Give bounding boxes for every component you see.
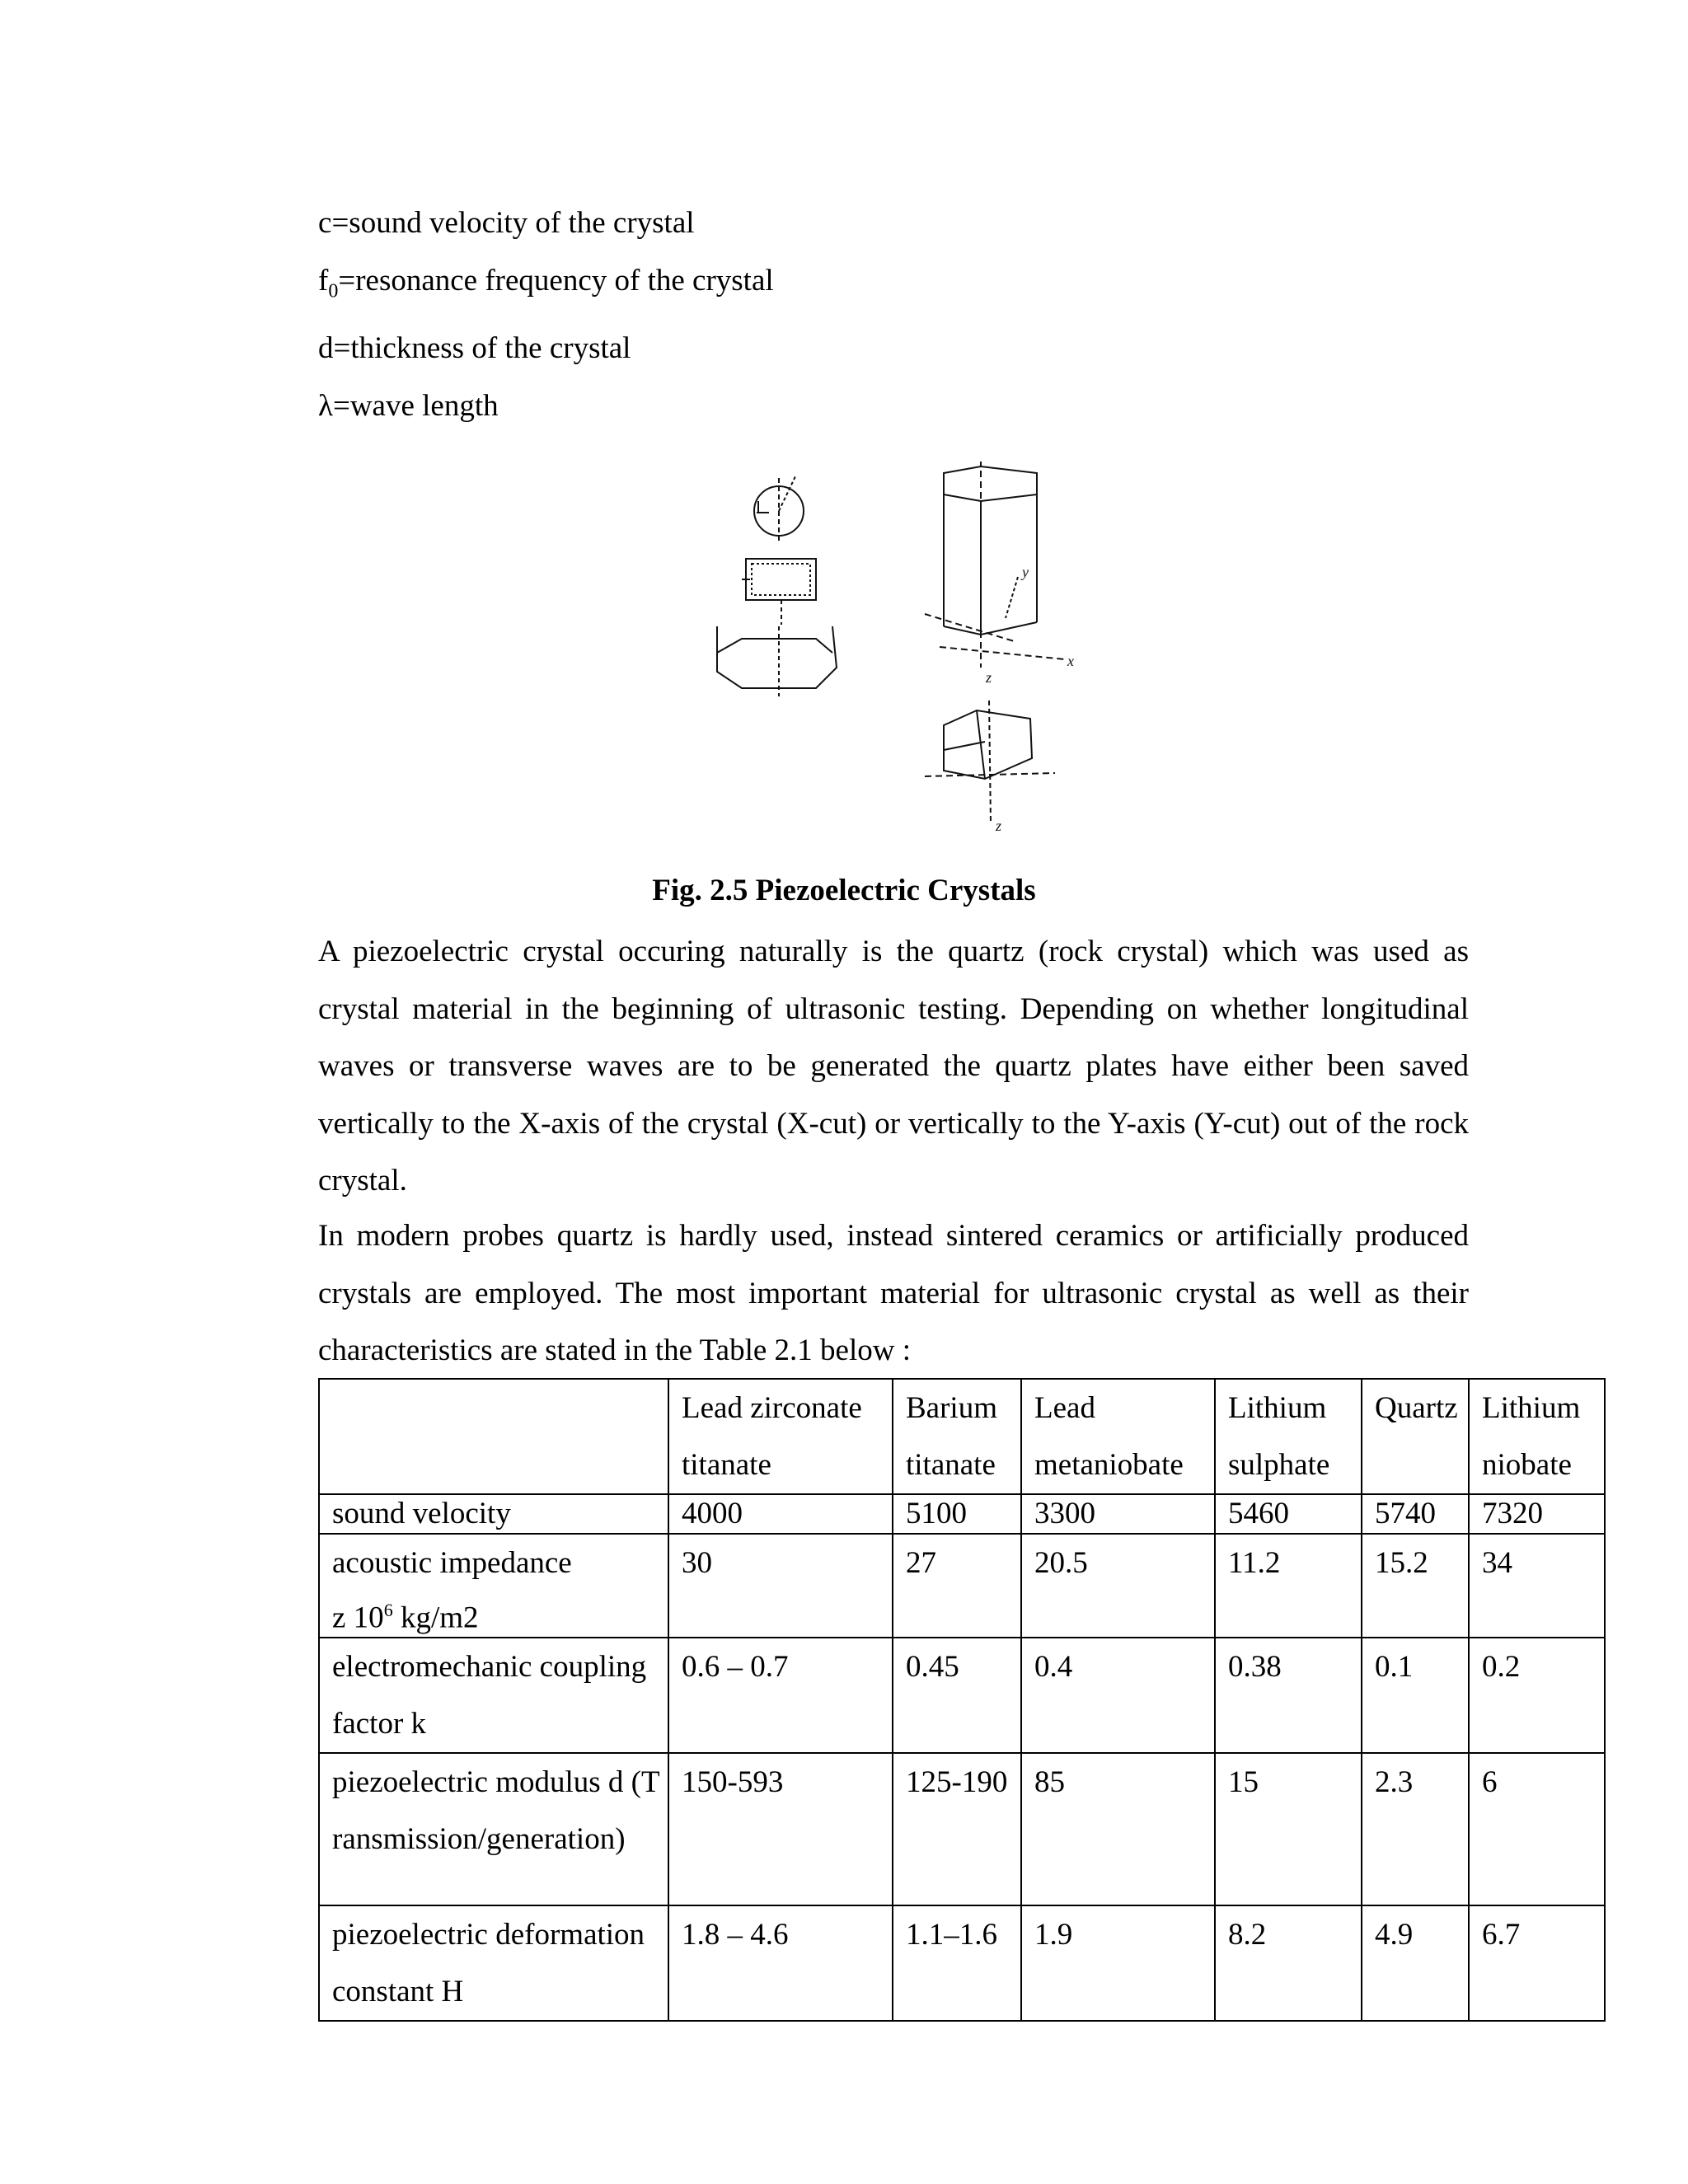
table-row [319, 1534, 1605, 1638]
table-cell: 5740 [1362, 1494, 1469, 1534]
table-header-cell: Lithium sulphate [1215, 1379, 1362, 1494]
table-cell: 4.9 [1362, 1905, 1469, 2021]
table-cell: 0.1 [1362, 1638, 1469, 1753]
table-cell: 125-190 [893, 1753, 1021, 1905]
table-cell: 8.2 [1215, 1905, 1362, 2021]
table-cell: 7320 [1469, 1494, 1605, 1534]
table-header-cell: Lithium niobate [1469, 1379, 1605, 1494]
table-header-cell: Lead zirconate titanate [668, 1379, 893, 1494]
table-cell: 5460 [1215, 1494, 1362, 1534]
table-row [319, 1638, 1605, 1753]
table-header-cell: Barium titanate [893, 1379, 1021, 1494]
row-label: acoustic impedance z $10^6$ kg/m2 [319, 1534, 668, 1638]
table-cell: 15.2 [1362, 1534, 1469, 1638]
crystal-hex-base-drawing [717, 626, 837, 696]
table-row [319, 1753, 1605, 1905]
table-cell: 20.5 [1021, 1534, 1215, 1638]
table-cell: 27 [893, 1534, 1021, 1638]
table-cell: 5100 [893, 1494, 1021, 1534]
paragraph-quartz: A piezoelectric crystal occuring naturally is the quartz (rock crystal) which was used as crystal material in the beginning of ultrasonic testing. Depending on whether longitudinal waves or transverse waves are to be generated the quartz plates have either been saved vertically to the X-axis of the crystal (X-cut) or vertically to the Y-axis (Y-cut) out of the rock crystal. [318, 935, 1469, 1197]
table-cell: 11.2 [1215, 1534, 1362, 1638]
table-cell: 34 [1469, 1534, 1605, 1638]
table-row [319, 1494, 1605, 1534]
crystal-plate-drawing [742, 559, 816, 625]
row-label: piezoelectric modulus d (Transmission/generation) [319, 1753, 668, 1905]
definition-c: c=sound velocity of the crystal [318, 206, 695, 240]
axis-label-z-top: z [986, 669, 992, 686]
axis-label-y-top: y [1022, 564, 1029, 580]
table-cell: 15 [1215, 1753, 1362, 1905]
table-cell: 1.8 – 4.6 [668, 1905, 893, 2021]
table-cell: 1.9 [1021, 1905, 1215, 2021]
definition-d: d=thickness of the crystal [318, 331, 631, 366]
table-cell: 150-593 [668, 1753, 893, 1905]
table-cell: 0.38 [1215, 1638, 1362, 1753]
table-cell: 6 [1469, 1753, 1605, 1905]
row-label: piezoelectric deformation constant H [319, 1905, 668, 2021]
figure-caption: Fig. 2.5 Piezoelectric Crystals [652, 874, 1036, 907]
table-header-cell: Lead metaniobate [1021, 1379, 1215, 1494]
table-cell: 2.3 [1362, 1753, 1469, 1905]
axis-label-x-top: x [1067, 653, 1074, 669]
table-row [319, 1905, 1605, 2021]
table-cell: 3300 [1021, 1494, 1215, 1534]
table-cell: 0.6 – 0.7 [668, 1638, 893, 1753]
definition-f0: $f_0=resonance$ frequency of the crystal [318, 264, 774, 302]
variable-definitions [318, 194, 774, 435]
table-header-cell: Quartz [1362, 1379, 1469, 1494]
table-cell: 30 [668, 1534, 893, 1638]
crystal-disc-drawing [754, 476, 804, 544]
row-label: electromechanic coupling factor k [319, 1638, 668, 1753]
row-label: sound velocity [319, 1494, 668, 1534]
table-header-empty [319, 1379, 668, 1494]
piezoelectric-crystals-figure [692, 462, 1104, 841]
crystal-properties-table [318, 1378, 1606, 2022]
axis-label-z-bottom: z [996, 818, 1002, 834]
table-cell: 0.2 [1469, 1638, 1605, 1753]
table-cell: 85 [1021, 1753, 1215, 1905]
table-cell: 0.45 [893, 1638, 1021, 1753]
table-cell: 4000 [668, 1494, 893, 1534]
table-header-row [319, 1379, 1605, 1494]
hexagonal-prism-drawing [925, 462, 1065, 668]
paragraph-modern-probes: In modern probes quartz is hardly used, instead sintered ceramics or artificially produced crystals are employed. The most important material for ultrasonic crystal as well as their characteristics are stated in the Table 2.1 below : [318, 1219, 1469, 1367]
table-cell: 6.7 [1469, 1905, 1605, 2021]
table-cell: 0.4 [1021, 1638, 1215, 1753]
definition-lambda: λ=wave length [318, 389, 499, 424]
table-cell: 1.1–1.6 [893, 1905, 1021, 2021]
cut-block-drawing [925, 701, 1055, 824]
